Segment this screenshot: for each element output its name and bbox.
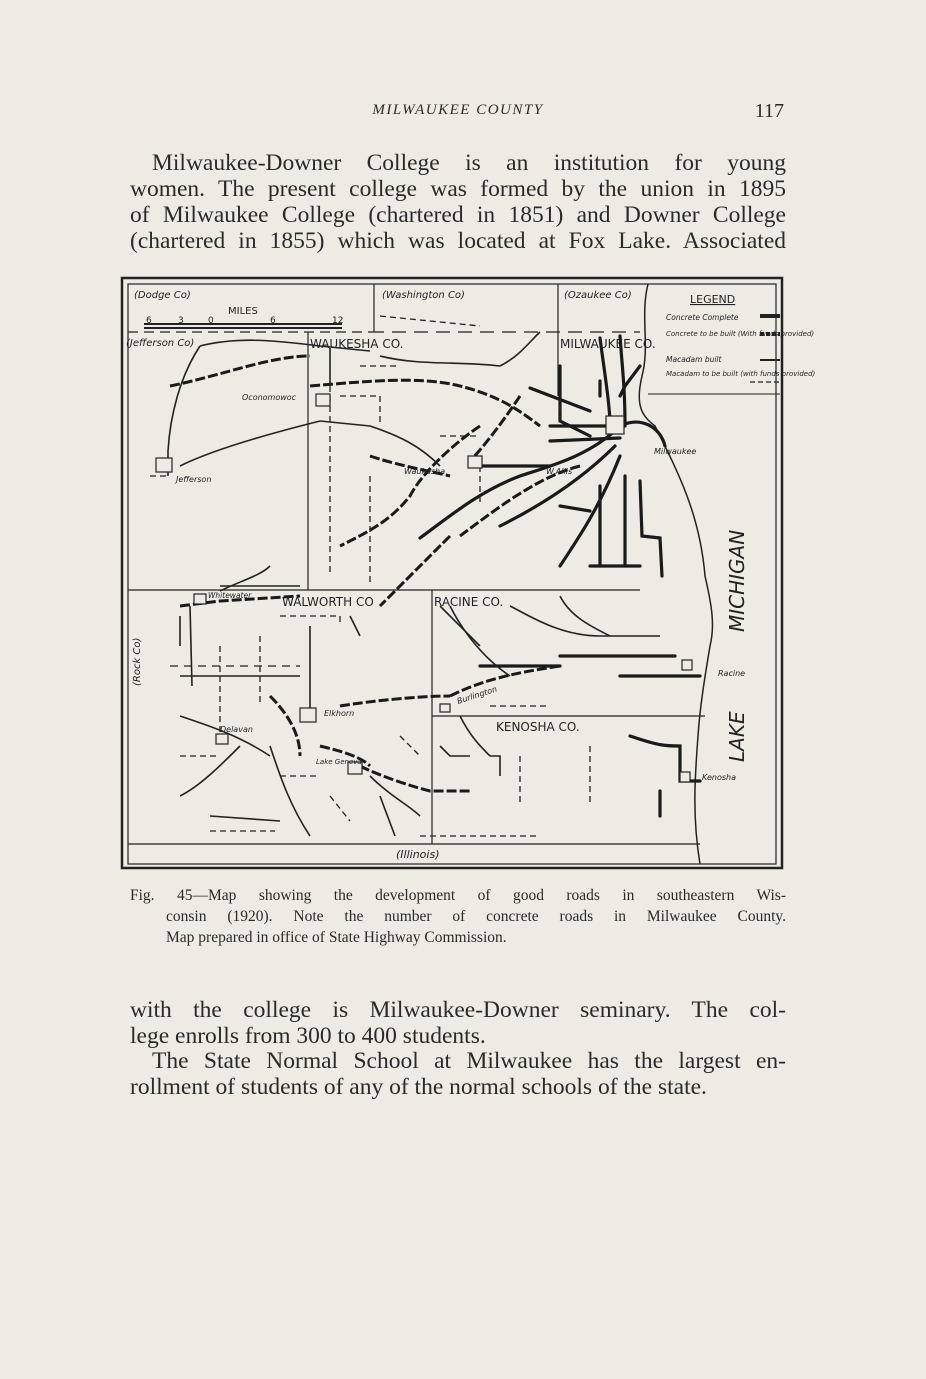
legend-item: Concrete Complete — [666, 313, 739, 322]
outer-label-rock: (Rock Co) — [132, 637, 143, 686]
town-label-kenosha: Kenosha — [702, 773, 736, 782]
macadam-planned-roads — [150, 316, 590, 836]
paragraph-1 — [130, 150, 786, 254]
text-line: (chartered in 1855) which was located at Fox Lake. Associated — [130, 228, 786, 254]
county-label-waukesha: WAUKESHA CO. — [310, 337, 404, 351]
county-boundaries — [128, 284, 705, 844]
text-line: women. The present college was formed by the union in 1895 — [130, 176, 786, 202]
town-label-elkhorn: Elkhorn — [324, 709, 355, 718]
town-label-whitewater: Whitewater — [208, 591, 252, 600]
scale-tick: 12 — [332, 316, 344, 326]
county-label-kenosha: KENOSHA CO. — [496, 720, 580, 734]
paragraph-2 — [130, 997, 786, 1049]
text-line: with the college is Milwaukee-Downer seminary. The col- — [130, 997, 786, 1023]
outer-label-dodge: (Dodge Co) — [134, 290, 191, 301]
caption-line: consin (1920). Note the number of concrete roads in Milwaukee County. — [166, 908, 786, 925]
text-line: Milwaukee-Downer College is an institution for young — [152, 150, 786, 176]
town-label-racine: Racine — [718, 669, 746, 678]
lake-label-michigan: MICHIGAN — [725, 529, 749, 632]
map-scale-bar — [144, 306, 343, 328]
legend-item: Concrete to be built (With funds provided) — [666, 330, 815, 338]
county-label-racine: RACINE CO. — [434, 595, 504, 609]
page-header — [130, 100, 786, 124]
town-label-delavan: Delavan — [220, 725, 253, 734]
town-label-waukesha: Waukesha — [404, 467, 446, 476]
legend-item: Macadam built — [666, 355, 722, 364]
caption-line: Fig. 45—Map showing the development of good roads in southeastern Wis- — [130, 887, 786, 904]
map-legend — [648, 293, 816, 394]
text-line: of Milwaukee College (chartered in 1851) and Downer College — [130, 202, 786, 228]
outer-label-jefferson: (Jefferson Co) — [126, 338, 195, 349]
town-label-burlington: Burlington — [455, 684, 499, 706]
road-map — [120, 276, 816, 870]
page-number: 117 — [754, 100, 784, 122]
county-label-milwaukee: MILWAUKEE CO. — [560, 337, 656, 351]
outer-label-washington: (Washington Co) — [382, 290, 465, 301]
town-label-milwaukee: Milwaukee — [654, 447, 697, 456]
text-line: lege enrolls from 300 to 400 students. — [130, 1023, 486, 1049]
town-label-west-allis: W.Allis — [546, 467, 573, 476]
town-label-jefferson: Jefferson — [176, 475, 212, 484]
legend-item: Macadam to be built (with funds provided) — [666, 370, 816, 378]
running-head: MILWAUKEE COUNTY — [372, 102, 544, 118]
scale-tick: 0 — [208, 316, 214, 326]
outer-label-illinois: (Illinois) — [396, 848, 440, 861]
scale-tick: 6 — [146, 316, 152, 326]
scale-tick: 3 — [178, 316, 184, 326]
town-labels — [174, 393, 745, 782]
town-label-lake-geneva: Lake Geneva — [316, 758, 362, 766]
outer-label-ozaukee: (Ozaukee Co) — [564, 290, 632, 301]
county-label-walworth: WALWORTH CO — [282, 595, 374, 609]
macadam-roads — [168, 332, 660, 836]
road-map-figure — [120, 276, 816, 870]
scale-title: MILES — [228, 306, 258, 317]
text-line: rollment of students of any of the normal schools of the state. — [130, 1074, 707, 1100]
legend-title: LEGEND — [690, 293, 736, 306]
figure-caption — [130, 885, 786, 948]
lake-label-lake: LAKE — [725, 711, 749, 762]
text-line: The State Normal School at Milwaukee has the largest en- — [152, 1048, 786, 1074]
paragraph-3 — [130, 1048, 786, 1100]
town-label-oconomowoc: Oconomowoc — [242, 393, 297, 402]
caption-line: Map prepared in office of State Highway Commission. — [166, 929, 507, 946]
scale-tick: 6 — [270, 316, 276, 326]
